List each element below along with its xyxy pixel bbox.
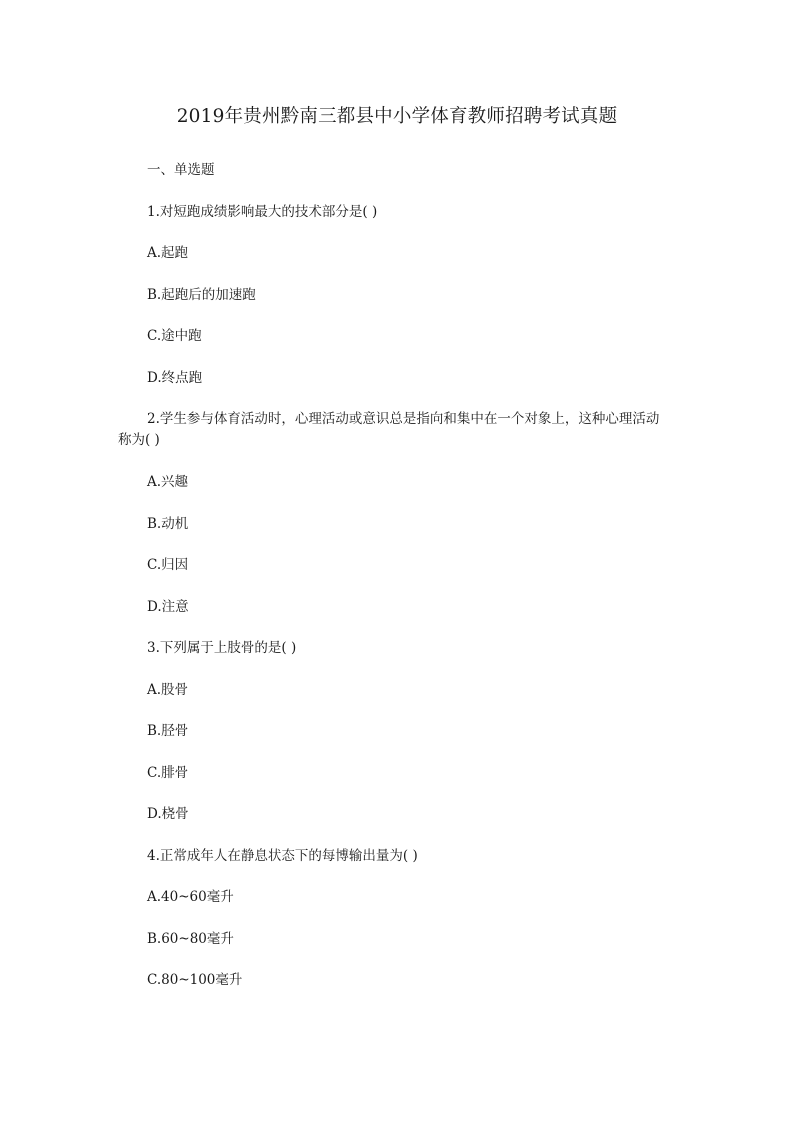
question-3-option-d: D.桡骨 bbox=[147, 806, 189, 822]
question-4-stem: 4.正常成年人在静息状态下的每博输出量为( ) bbox=[147, 848, 418, 864]
question-2-option-d: D.注意 bbox=[147, 599, 189, 615]
section-heading: 一、单选题 bbox=[147, 162, 215, 178]
question-4-option-b: B.60~80毫升 bbox=[147, 931, 234, 947]
question-2-stem: 2.学生参与体育活动时，心理活动或意识总是指向和集中在一个对象上，这种心理活动称为( ) bbox=[118, 411, 660, 448]
question-2-option-a: A.兴趣 bbox=[147, 474, 189, 490]
question-3-option-c: C.腓骨 bbox=[147, 765, 189, 781]
question-2-option-c: C.归因 bbox=[147, 557, 189, 573]
question-1-stem: 1.对短跑成绩影响最大的技术部分是( ) bbox=[147, 204, 378, 220]
document-title: 2019年贵州黔南三都县中小学体育教师招聘考试真题 bbox=[176, 106, 618, 127]
question-3-option-a: A.股骨 bbox=[147, 682, 189, 698]
question-1-option-a: A.起跑 bbox=[147, 245, 189, 261]
question-3-stem: 3.下列属于上肢骨的是( ) bbox=[147, 640, 297, 656]
question-2-option-b: B.动机 bbox=[147, 516, 189, 532]
question-1-option-b: B.起跑后的加速跑 bbox=[147, 287, 256, 303]
question-4-option-a: A.40~60毫升 bbox=[147, 889, 234, 905]
question-4-option-c: C.80~100毫升 bbox=[147, 972, 243, 988]
question-1-option-c: C.途中跑 bbox=[147, 328, 202, 344]
question-3-option-b: B.胫骨 bbox=[147, 723, 189, 739]
question-1-option-d: D.终点跑 bbox=[147, 370, 203, 386]
